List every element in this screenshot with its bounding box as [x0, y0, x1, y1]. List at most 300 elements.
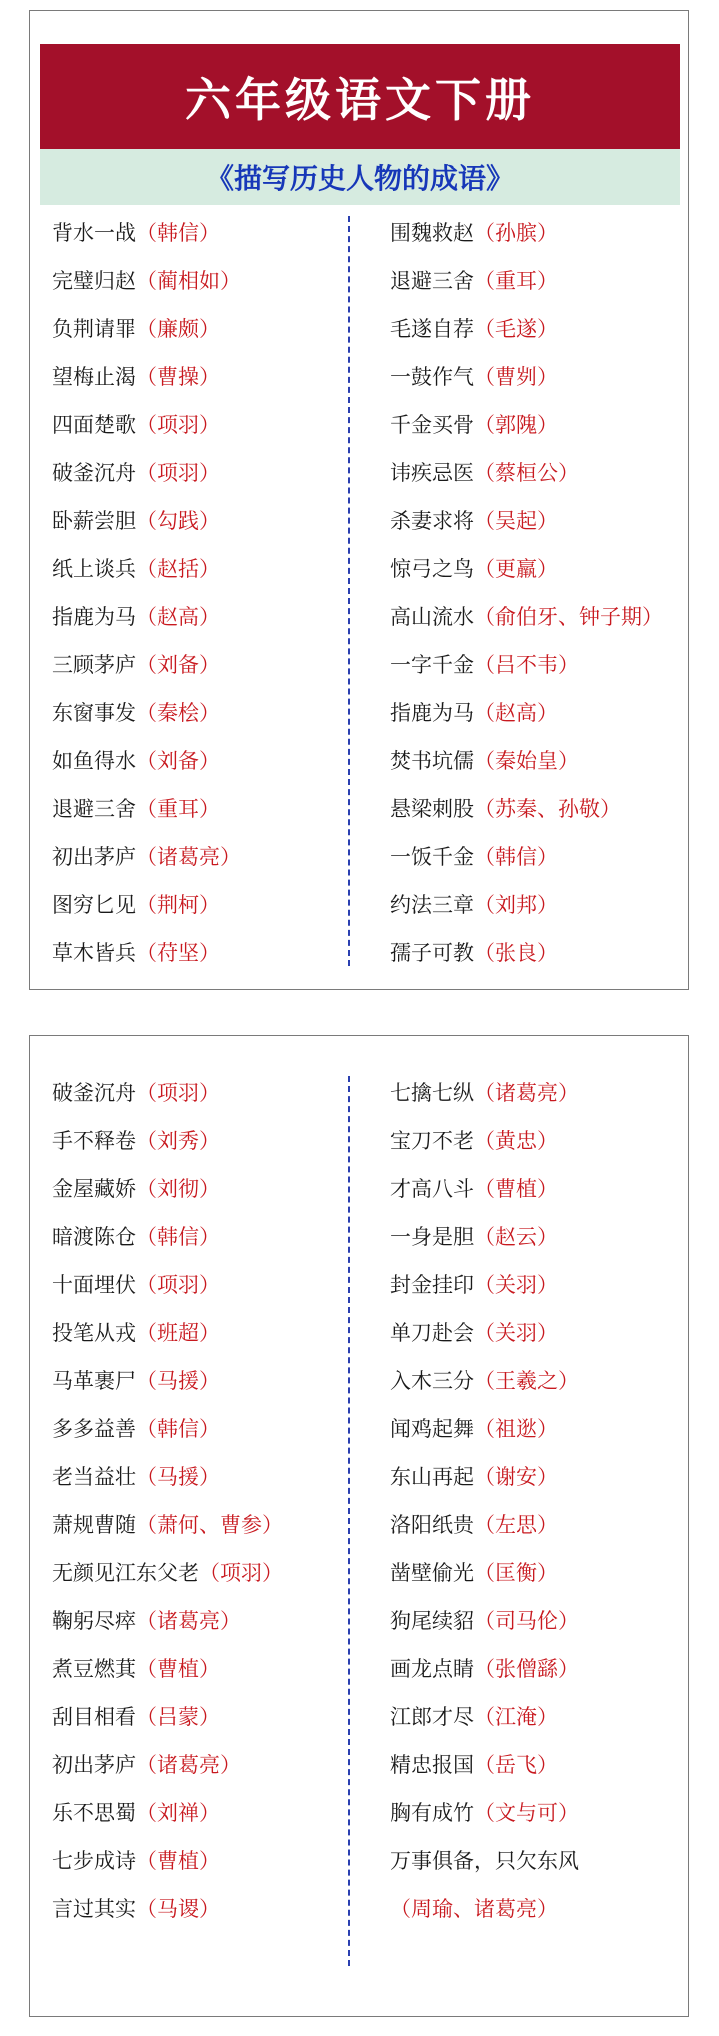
historical-figure: 重耳 — [495, 269, 537, 293]
idiom-item — [390, 785, 663, 833]
idiom-item — [52, 1837, 283, 1885]
paren-close: ） — [199, 749, 220, 773]
idiom-item — [390, 1261, 579, 1309]
historical-figure: 诸葛亮 — [157, 1609, 220, 1633]
paren-close: ） — [199, 1657, 220, 1681]
historical-figure: 匡衡 — [495, 1561, 537, 1585]
idiom-item — [390, 1165, 579, 1213]
paren-open: （ — [474, 1177, 495, 1201]
paren-open: （ — [136, 1753, 157, 1777]
paren-open: （ — [474, 1417, 495, 1441]
paren-open: （ — [136, 461, 157, 485]
idiom-text: 胸有成竹 — [390, 1801, 474, 1825]
idiom-item — [52, 1885, 283, 1933]
paren-open: （ — [136, 1129, 157, 1153]
paren-close: ） — [537, 1129, 558, 1153]
paren-open: （ — [474, 1705, 495, 1729]
paren-close: ） — [220, 1609, 241, 1633]
idiom-text: 草木皆兵 — [52, 941, 136, 965]
paren-close: ） — [199, 1225, 220, 1249]
paren-open: （ — [136, 365, 157, 389]
paren-open: （ — [474, 1129, 495, 1153]
idiom-text: 卧薪尝胆 — [52, 509, 136, 533]
idiom-text: 四面楚歌 — [52, 413, 136, 437]
historical-figure: 刘禅 — [157, 1801, 199, 1825]
paren-open: （ — [474, 701, 495, 725]
idiom-item — [390, 1741, 579, 1789]
paren-close: ） — [537, 1705, 558, 1729]
historical-figure: 荆柯 — [157, 893, 199, 917]
historical-figure: 马援 — [157, 1369, 199, 1393]
paren-close: ） — [537, 1225, 558, 1249]
paren-open: （ — [474, 365, 495, 389]
idiom-item — [52, 881, 241, 929]
historical-figure: 诸葛亮 — [157, 1753, 220, 1777]
historical-figure: 吴起 — [495, 509, 537, 533]
idiom-item — [52, 1549, 283, 1597]
idiom-text: 万事俱备，只欠东风 — [390, 1849, 579, 1873]
historical-figure: 项羽 — [157, 413, 199, 437]
historical-figure: 吕蒙 — [157, 1705, 199, 1729]
idiom-item — [390, 1309, 579, 1357]
historical-figure: 刘彻 — [157, 1177, 199, 1201]
historical-figure: 刘备 — [157, 749, 199, 773]
idiom-item — [52, 929, 241, 977]
paren-close: ） — [537, 221, 558, 245]
idiom-item — [390, 641, 663, 689]
idiom-item — [390, 1693, 579, 1741]
historical-figure: 刘备 — [157, 653, 199, 677]
paren-open: （ — [474, 269, 495, 293]
idiom-text: 初出茅庐 — [52, 845, 136, 869]
idiom-list-left — [52, 1069, 283, 1933]
historical-figure: 吕不韦 — [495, 653, 558, 677]
paren-open: （ — [136, 317, 157, 341]
historical-figure: 勾践 — [157, 509, 199, 533]
idiom-list-right — [390, 1069, 579, 1933]
idiom-text: 江郎才尽 — [390, 1705, 474, 1729]
idiom-item — [390, 545, 663, 593]
historical-figure: 项羽 — [220, 1561, 262, 1585]
paren-open: （ — [136, 1705, 157, 1729]
paren-close: ） — [537, 893, 558, 917]
historical-figure: 秦始皇 — [495, 749, 558, 773]
paren-close: ） — [558, 1081, 579, 1105]
idiom-item — [52, 1117, 283, 1165]
paren-close: ） — [537, 1753, 558, 1777]
paren-open: （ — [474, 1465, 495, 1489]
historical-figure: 毛遂 — [495, 317, 537, 341]
paren-open: （ — [136, 221, 157, 245]
historical-figure: 韩信 — [157, 1225, 199, 1249]
paren-close: ） — [600, 797, 621, 821]
paren-open: （ — [136, 749, 157, 773]
idiom-item — [52, 353, 241, 401]
paren-close: ） — [262, 1513, 283, 1537]
paren-open: （ — [136, 1417, 157, 1441]
historical-figure: 赵高 — [157, 605, 199, 629]
paren-open: （ — [136, 1513, 157, 1537]
paren-close: ） — [537, 557, 558, 581]
paren-open: （ — [136, 701, 157, 725]
idiom-item — [390, 1453, 579, 1501]
historical-figure: 萧何、曹参 — [157, 1513, 262, 1537]
paren-open: （ — [136, 1081, 157, 1105]
idiom-card-2 — [29, 1035, 689, 2017]
historical-figure: 司马伦 — [495, 1609, 558, 1633]
idiom-text: 围魏救赵 — [390, 221, 474, 245]
historical-figure: 张良 — [495, 941, 537, 965]
paren-close: ） — [558, 1369, 579, 1393]
paren-close: ） — [537, 509, 558, 533]
idiom-text: 千金买骨 — [390, 413, 474, 437]
paren-open: （ — [474, 557, 495, 581]
paren-close: ） — [199, 461, 220, 485]
idiom-item — [390, 1405, 579, 1453]
idiom-text: 惊弓之鸟 — [390, 557, 474, 581]
idiom-text: 金屋藏娇 — [52, 1177, 136, 1201]
idiom-item — [52, 497, 241, 545]
paren-open: （ — [136, 1801, 157, 1825]
idiom-text: 画龙点睛 — [390, 1657, 474, 1681]
paren-open: （ — [474, 1609, 495, 1633]
paren-open: （ — [136, 1273, 157, 1297]
historical-figure: 黄忠 — [495, 1129, 537, 1153]
paren-close: ） — [558, 1657, 579, 1681]
paren-close: ） — [537, 1177, 558, 1201]
idiom-text: 杀妻求将 — [390, 509, 474, 533]
paren-close: ） — [199, 221, 220, 245]
idiom-item — [52, 545, 241, 593]
historical-figure: 俞伯牙、钟子期 — [495, 605, 642, 629]
paren-open: （ — [474, 461, 495, 485]
idiom-item — [390, 881, 663, 929]
paren-open: （ — [136, 797, 157, 821]
idiom-text: 马革裹尸 — [52, 1369, 136, 1393]
idiom-item — [52, 833, 241, 881]
paren-open: （ — [136, 413, 157, 437]
historical-figure: 曹刿 — [495, 365, 537, 389]
paren-close: ） — [199, 509, 220, 533]
idiom-text: 破釜沉舟 — [52, 1081, 136, 1105]
paren-open: （ — [136, 1609, 157, 1633]
idiom-item — [52, 593, 241, 641]
idiom-text: 背水一战 — [52, 221, 136, 245]
paren-close: ） — [558, 1801, 579, 1825]
idiom-list-left — [52, 209, 241, 977]
page-title: 六年级语文下册 — [40, 44, 680, 149]
idiom-text: 指鹿为马 — [390, 701, 474, 725]
paren-close: ） — [537, 1561, 558, 1585]
historical-figure: 刘邦 — [495, 893, 537, 917]
paren-close: ） — [199, 1897, 220, 1921]
idiom-text: 望梅止渴 — [52, 365, 136, 389]
idiom-text: 高山流水 — [390, 605, 474, 629]
idiom-text: 狗尾续貂 — [390, 1609, 474, 1633]
historical-figure: 曹植 — [495, 1177, 537, 1201]
historical-figure: 曹植 — [157, 1849, 199, 1873]
paren-open: （ — [136, 1657, 157, 1681]
historical-figure: 赵云 — [495, 1225, 537, 1249]
idiom-card-1 — [29, 10, 689, 990]
paren-close: ） — [199, 653, 220, 677]
idiom-text: 暗渡陈仓 — [52, 1225, 136, 1249]
paren-close: ） — [220, 845, 241, 869]
historical-figure: 岳飞 — [495, 1753, 537, 1777]
idiom-text: 指鹿为马 — [52, 605, 136, 629]
paren-close: ） — [537, 1465, 558, 1489]
idiom-item — [390, 1885, 579, 1933]
historical-figure: 文与可 — [495, 1801, 558, 1825]
paren-open: （ — [390, 1897, 411, 1921]
idiom-item — [52, 1357, 283, 1405]
paren-open: （ — [474, 413, 495, 437]
idiom-text: 一饭千金 — [390, 845, 474, 869]
paren-close: ） — [199, 1321, 220, 1345]
idiom-item — [390, 689, 663, 737]
paren-open: （ — [136, 1465, 157, 1489]
idiom-item — [390, 1645, 579, 1693]
idiom-item — [52, 641, 241, 689]
idiom-item — [390, 929, 663, 977]
idiom-text: 毛遂自荐 — [390, 317, 474, 341]
idiom-text: 煮豆燃萁 — [52, 1657, 136, 1681]
paren-open: （ — [474, 749, 495, 773]
column-divider — [348, 1076, 350, 1966]
paren-open: （ — [136, 845, 157, 869]
idiom-text: 单刀赴会 — [390, 1321, 474, 1345]
idiom-item — [390, 401, 663, 449]
paren-close: ） — [199, 557, 220, 581]
historical-figure: 秦桧 — [157, 701, 199, 725]
historical-figure: 苻坚 — [157, 941, 199, 965]
idiom-text: 负荆请罪 — [52, 317, 136, 341]
idiom-text: 约法三章 — [390, 893, 474, 917]
historical-figure: 班超 — [157, 1321, 199, 1345]
idiom-text: 破釜沉舟 — [52, 461, 136, 485]
idiom-item — [390, 1789, 579, 1837]
page-subtitle: 《描写历史人物的成语》 — [40, 149, 680, 205]
idiom-item — [390, 1117, 579, 1165]
historical-figure: 赵括 — [157, 557, 199, 581]
paren-close: ） — [199, 701, 220, 725]
paren-close: ） — [537, 845, 558, 869]
idiom-text: 言过其实 — [52, 1897, 136, 1921]
paren-close: ） — [199, 1705, 220, 1729]
paren-close: ） — [199, 1801, 220, 1825]
idiom-text: 一鼓作气 — [390, 365, 474, 389]
idiom-text: 手不释卷 — [52, 1129, 136, 1153]
paren-open: （ — [474, 941, 495, 965]
idiom-item — [52, 689, 241, 737]
paren-close: ） — [199, 1465, 220, 1489]
idiom-item — [390, 1549, 579, 1597]
paren-close: ） — [199, 1273, 220, 1297]
idiom-text: 讳疾忌医 — [390, 461, 474, 485]
paren-open: （ — [474, 1321, 495, 1345]
paren-open: （ — [474, 1225, 495, 1249]
historical-figure: 诸葛亮 — [157, 845, 220, 869]
idiom-list-right — [390, 209, 663, 977]
idiom-text: 初出茅庐 — [52, 1753, 136, 1777]
paren-open: （ — [136, 1321, 157, 1345]
historical-figure: 江淹 — [495, 1705, 537, 1729]
paren-close: ） — [199, 605, 220, 629]
paren-open: （ — [474, 221, 495, 245]
historical-figure: 苏秦、孙敬 — [495, 797, 600, 821]
paren-close: ） — [537, 1897, 558, 1921]
paren-close: ） — [220, 1753, 241, 1777]
historical-figure: 更羸 — [495, 557, 537, 581]
idiom-item — [390, 1357, 579, 1405]
paren-open: （ — [474, 605, 495, 629]
idiom-text: 一字千金 — [390, 653, 474, 677]
idiom-text: 封金挂印 — [390, 1273, 474, 1297]
historical-figure: 赵高 — [495, 701, 537, 725]
idiom-text: 投笔从戎 — [52, 1321, 136, 1345]
idiom-item — [52, 1645, 283, 1693]
paren-close: ） — [199, 365, 220, 389]
paren-open: （ — [136, 1369, 157, 1393]
historical-figure: 韩信 — [157, 221, 199, 245]
paren-open: （ — [474, 1273, 495, 1297]
idiom-text: 刮目相看 — [52, 1705, 136, 1729]
paren-close: ） — [220, 269, 241, 293]
idiom-item — [52, 305, 241, 353]
paren-open: （ — [474, 1801, 495, 1825]
idiom-text: 十面埋伏 — [52, 1273, 136, 1297]
historical-figure: 蔺相如 — [157, 269, 220, 293]
paren-close: ） — [199, 797, 220, 821]
paren-close: ） — [537, 941, 558, 965]
paren-close: ） — [262, 1561, 283, 1585]
historical-figure: 关羽 — [495, 1321, 537, 1345]
paren-open: （ — [474, 1081, 495, 1105]
paren-close: ） — [642, 605, 663, 629]
paren-close: ） — [199, 1081, 220, 1105]
paren-open: （ — [474, 317, 495, 341]
idiom-text: 如鱼得水 — [52, 749, 136, 773]
paren-open: （ — [136, 1849, 157, 1873]
idiom-text: 多多益善 — [52, 1417, 136, 1441]
historical-figure: 谢安 — [495, 1465, 537, 1489]
idiom-item — [52, 1213, 283, 1261]
historical-figure: 项羽 — [157, 461, 199, 485]
paren-open: （ — [474, 1753, 495, 1777]
column-divider — [348, 216, 350, 966]
paren-close: ） — [537, 1321, 558, 1345]
idiom-item — [52, 1741, 283, 1789]
idiom-item — [52, 1453, 283, 1501]
idiom-item — [52, 1597, 283, 1645]
idiom-item — [52, 1405, 283, 1453]
paren-open: （ — [199, 1561, 220, 1585]
idiom-text: 洛阳纸贵 — [390, 1513, 474, 1537]
paren-open: （ — [136, 893, 157, 917]
paren-open: （ — [474, 893, 495, 917]
idiom-text: 精忠报国 — [390, 1753, 474, 1777]
paren-open: （ — [474, 509, 495, 533]
idiom-text: 退避三舍 — [52, 797, 136, 821]
idiom-item — [52, 1069, 283, 1117]
idiom-item — [390, 593, 663, 641]
historical-figure: 马谡 — [157, 1897, 199, 1921]
historical-figure: 周瑜、诸葛亮 — [411, 1897, 537, 1921]
paren-open: （ — [136, 605, 157, 629]
paren-close: ） — [537, 269, 558, 293]
idiom-item — [52, 257, 241, 305]
idiom-item — [390, 209, 663, 257]
idiom-item — [390, 1069, 579, 1117]
paren-close: ） — [199, 941, 220, 965]
paren-open: （ — [474, 653, 495, 677]
idiom-item — [52, 1261, 283, 1309]
paren-close: ） — [558, 461, 579, 485]
idiom-item — [52, 1693, 283, 1741]
idiom-text: 七步成诗 — [52, 1849, 136, 1873]
historical-figure: 刘秀 — [157, 1129, 199, 1153]
historical-figure: 关羽 — [495, 1273, 537, 1297]
historical-figure: 祖逖 — [495, 1417, 537, 1441]
paren-close: ） — [537, 317, 558, 341]
idiom-text: 入木三分 — [390, 1369, 474, 1393]
historical-figure: 曹植 — [157, 1657, 199, 1681]
idiom-item — [390, 1837, 579, 1885]
paren-close: ） — [558, 1609, 579, 1633]
paren-close: ） — [199, 1177, 220, 1201]
idiom-item — [390, 353, 663, 401]
idiom-text: 完璧归赵 — [52, 269, 136, 293]
historical-figure: 廉颇 — [157, 317, 199, 341]
paren-close: ） — [558, 653, 579, 677]
historical-figure: 郭隗 — [495, 413, 537, 437]
historical-figure: 韩信 — [495, 845, 537, 869]
idiom-item — [390, 737, 663, 785]
paren-close: ） — [537, 1273, 558, 1297]
paren-close: ） — [537, 365, 558, 389]
idiom-item — [52, 209, 241, 257]
idiom-text: 东山再起 — [390, 1465, 474, 1489]
historical-figure: 马援 — [157, 1465, 199, 1489]
paren-open: （ — [136, 1177, 157, 1201]
idiom-item — [52, 449, 241, 497]
idiom-text: 孺子可教 — [390, 941, 474, 965]
historical-figure: 蔡桓公 — [495, 461, 558, 485]
paren-close: ） — [199, 1849, 220, 1873]
paren-open: （ — [136, 1225, 157, 1249]
paren-open: （ — [136, 557, 157, 581]
paren-close: ） — [199, 317, 220, 341]
paren-open: （ — [474, 1657, 495, 1681]
paren-close: ） — [199, 893, 220, 917]
paren-close: ） — [537, 701, 558, 725]
idiom-item — [390, 1597, 579, 1645]
idiom-text: 一身是胆 — [390, 1225, 474, 1249]
paren-close: ） — [199, 1369, 220, 1393]
paren-open: （ — [474, 845, 495, 869]
idiom-text: 才高八斗 — [390, 1177, 474, 1201]
idiom-text: 东窗事发 — [52, 701, 136, 725]
idiom-text: 焚书坑儒 — [390, 749, 474, 773]
historical-figure: 左思 — [495, 1513, 537, 1537]
paren-open: （ — [136, 653, 157, 677]
idiom-item — [52, 1165, 283, 1213]
paren-close: ） — [199, 1417, 220, 1441]
paren-open: （ — [474, 1561, 495, 1585]
historical-figure: 张僧繇 — [495, 1657, 558, 1681]
historical-figure: 项羽 — [157, 1273, 199, 1297]
idiom-text: 凿壁偷光 — [390, 1561, 474, 1585]
